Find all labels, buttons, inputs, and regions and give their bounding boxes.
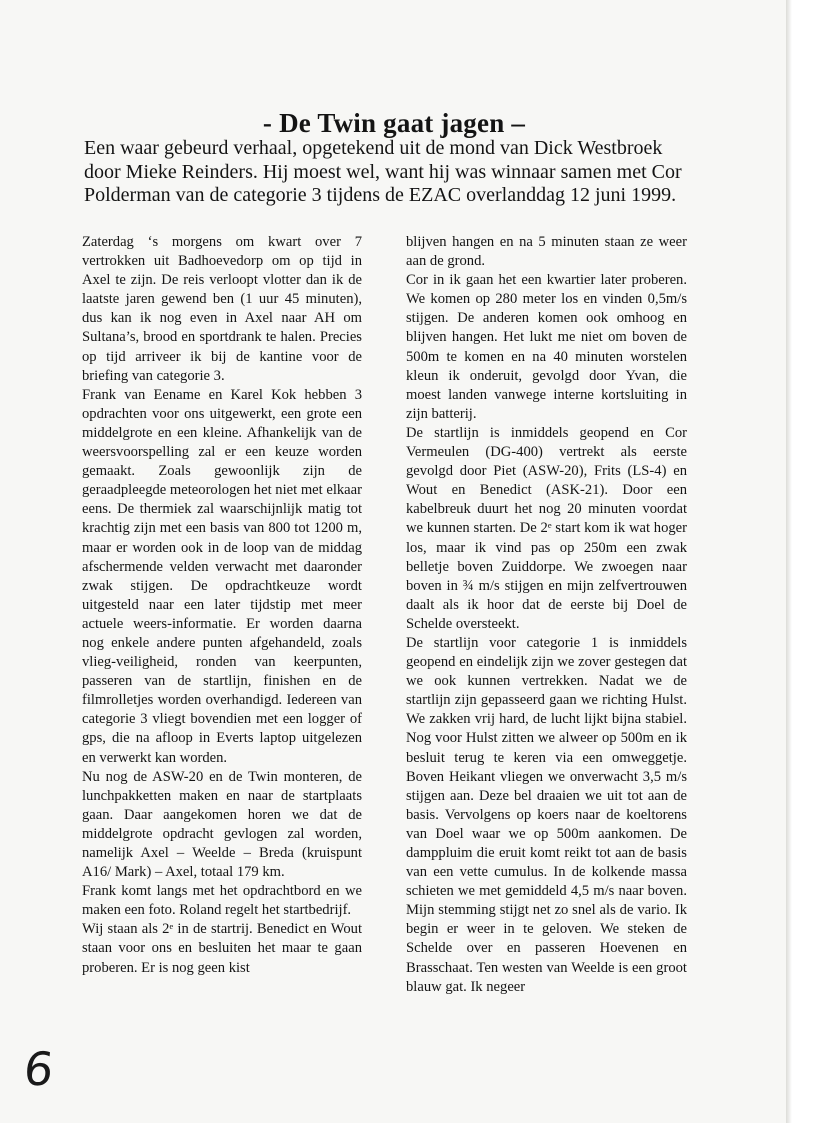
paragraph: blijven hangen en na 5 minuten staan ze weer aan de grond. bbox=[406, 234, 687, 270]
paragraph: Wij staan als 2ᵉ in de startrij. Benedict en Wout staan voor ons en besluiten het maar te gaan proberen. Er is nog geen kist bbox=[82, 921, 362, 976]
page-edge bbox=[786, 0, 816, 1123]
left-column bbox=[82, 233, 362, 978]
paragraph: Frank van Eename en Karel Kok hebben 3 opdrachten voor ons uitgewerkt, een grote een middelgrote en een kleine. Afhankelijk van de weersvoorspelling zal er een keuze worden gemaakt. Zoals gewoonlijk zijn de geraadpleegde meteorologen het niet met elkaar eens. De thermiek zal waarschijnlijk matig tot krachtig zijn met een basis van 800 tot 1200 m, maar er worden ook in de loop van de middag afschermende velden verwacht met daaronder zwak stijgen. De opdrachtkeuze wordt uitgesteld naar een later tijdstip met meer actuele weers-informatie. Er worden daarna nog enkele andere punten afgehandeld, zoals vlieg-veiligheid, ronden van keerpunten, passeren van de startlijn, finishen en de filmrolletjes worden overhandigd. Iedereen van categorie 3 vliegt bovendien met een logger of gps, die na afloop in Everts laptop uitgelezen en verwerkt kan worden. bbox=[82, 386, 362, 766]
paragraph: Nu nog de ASW-20 en de Twin monteren, de lunchpakketten maken en naar de startplaats gaan. Daar aangekomen horen we dat de middelgrote opdracht gevlogen zal worden, namelijk Axel – Weelde – Breda (kruispunt A16/ Mark) – Axel, totaal 179 km. bbox=[82, 768, 362, 881]
page-number: 6 bbox=[21, 1042, 57, 1096]
paragraph: De startlijn voor categorie 1 is inmiddels geopend en eindelijk zijn we zover gestegen dat we ook kunnen vertrekken. Nadat we de startlijn zijn gepasseerd gaan we richting Hulst. We zakken vrij hard, de lucht lijkt bijna stabiel. Nog voor Hulst zitten we alweer op 500m en ik besluit terug te keren via een omweggetje. Boven Heikant vliegen we onverwacht 3,5 m/s stijgen aan. Deze bel draaien we uit tot aan de basis. Vervolgens op koers naar de koeltorens van Doel waar we op 500m aankomen. De damppluim die eruit komt reikt tot aan de basis van een vette cumulus. In de kolkende massa schieten we met gemiddeld 4,5 m/s naar boven. Mijn stemming stijgt net zo snel als de vario. Ik begin er weer in te geloven. We steken de Schelde over en passeren Hoevenen en Brasschaat. Ten westen van Weelde is een groot blauw gat. Ik negeer bbox=[406, 634, 687, 995]
right-column bbox=[406, 233, 687, 997]
paragraph: De startlijn is inmiddels geopend en Cor Vermeulen (DG-400) vertrekt als eerste gevolgd door Piet (ASW-20), Frits (LS-4) en Wout en Benedict (ASK-21). Door een kabelbreuk duurt het nog 20 minuten voordat we kunnen starten. De 2ᵉ start kom ik wat hoger los, maar ik vind pas op 250m een zwak belletje boven Zuiddorpe. We zwoegen naar boven in ¾ m/s stijgen en mijn zelfvertrouwen daalt als ik hoor dat de eerste bij Doel de Schelde oversteekt. bbox=[406, 424, 687, 632]
paragraph: Zaterdag ‘s morgens om kwart over 7 vertrokken uit Badhoevedorp om op tijd in Axel te zijn. De reis verloopt vlotter dan ik de laatste jaren gewend ben (1 uur 45 minuten), dus kan ik nog even in Axel naar AH om Sultana’s, brood en sportdrank te halen. Precies op tijd arriveer ik bij de kantine voor de briefing van categorie 3. bbox=[82, 234, 362, 384]
paragraph: Frank komt langs met het opdrachtbord en we maken een foto. Roland regelt het startbedrijf. bbox=[82, 883, 362, 919]
article-title: - De Twin gaat jagen – bbox=[262, 108, 526, 139]
article-intro: Een waar gebeurd verhaal, opgetekend uit de mond van Dick Westbroek door Mieke Reinders. Hij moest wel, want hij was winnaar samen met Cor Polderman van de categorie 3 tijdens de EZAC overlanddag 12 juni 1999. bbox=[84, 137, 682, 206]
paragraph: Cor in ik gaan het een kwartier later proberen. We komen op 280 meter los en vinden 0,5m/s stijgen. De anderen komen ook omhoog en blijven hangen. Het lukt me niet om boven de 500m te komen en na 40 minuten worstelen kleun ik onderuit, gevolgd door Yvan, die moest landen vanwege interne kortsluiting in zijn batterij. bbox=[406, 272, 687, 422]
